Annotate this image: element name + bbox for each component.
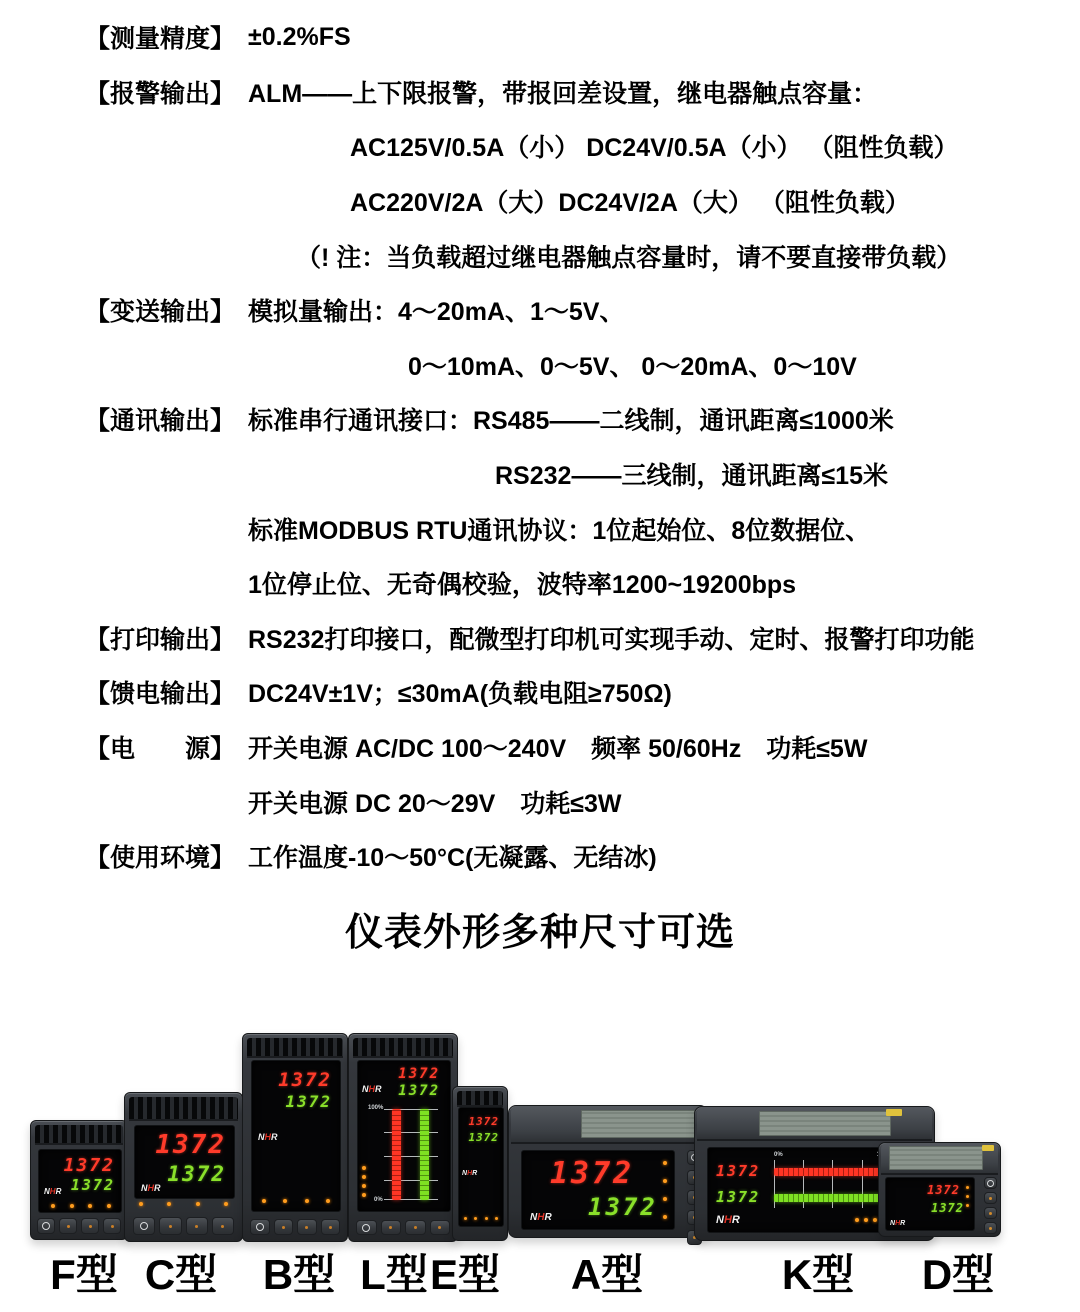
meter-button — [984, 1192, 997, 1204]
alarm-leds — [966, 1186, 969, 1207]
spec-label: 【测量精度】 — [85, 25, 236, 54]
meter-button — [59, 1218, 77, 1234]
meter-button — [984, 1177, 997, 1189]
meter-button — [356, 1220, 377, 1235]
led-dot — [88, 1204, 92, 1208]
meter-type-e — [452, 1086, 508, 1241]
spec-row — [85, 720, 1065, 775]
alarm-leds — [464, 1217, 498, 1220]
meter-type-a — [508, 1105, 708, 1238]
spec-text: AC220V/2A（大）DC24V/2A（大） （阻性负载） — [350, 189, 910, 218]
led-dot — [966, 1195, 969, 1198]
display-screen — [458, 1107, 504, 1227]
bargraph-red — [392, 1109, 401, 1200]
spec-text: 1位停止位、无奇偶校验，波特率1200~19200bps — [248, 571, 797, 600]
vent-grille — [457, 1091, 503, 1107]
meter-button — [186, 1217, 208, 1235]
sv-display: 1372 — [931, 1201, 964, 1215]
spec-row — [85, 774, 1065, 829]
led-dot — [663, 1197, 667, 1201]
spec-text: ±0.2%FS — [248, 22, 351, 51]
spec-row — [85, 665, 1065, 720]
led-dot — [262, 1199, 266, 1203]
display-screen — [521, 1150, 675, 1230]
spec-row — [85, 501, 1065, 556]
display-screen — [707, 1147, 899, 1233]
led-dot — [873, 1218, 877, 1222]
spec-text: ALM——上下限报警，带报回差设置，继电器触点容量： — [248, 79, 878, 108]
type-label-d: D型 — [921, 1251, 995, 1298]
spec-row — [85, 447, 1065, 502]
spec-text: AC125V/0.5A（小） DC24V/0.5A（小） （阻性负载） — [350, 134, 959, 163]
meter-type-d — [878, 1142, 1001, 1237]
led-dot — [966, 1204, 969, 1207]
type-label-k: K型 — [781, 1251, 855, 1298]
nhr-logo: NHR — [141, 1183, 161, 1193]
meter-button — [274, 1219, 294, 1235]
spec-row — [85, 174, 1065, 229]
type-label-a: A型 — [570, 1251, 644, 1298]
led-dot — [362, 1184, 366, 1188]
spec-label: 【电 源】 — [85, 735, 236, 764]
meter-button — [103, 1218, 121, 1234]
led-dot — [663, 1179, 667, 1183]
spec-label: 【报警输出】 — [85, 79, 236, 108]
type-label-l: L型 — [360, 1251, 428, 1298]
spec-text: 开关电源 AC/DC 100～240V 频率 50/60Hz 功耗≤5W — [248, 735, 868, 764]
spec-label: 【使用环境】 — [85, 844, 236, 873]
meter-button — [212, 1217, 234, 1235]
pv-display: 1372 — [550, 1156, 635, 1191]
led-dot — [464, 1217, 467, 1220]
sv-display: 1372 — [588, 1193, 658, 1221]
spec-row — [85, 228, 1065, 283]
spec-text: （! 注：当负载超过继电器触点容量时，请不要直接带负载） — [296, 243, 962, 272]
spec-text: 标准MODBUS RTU通讯协议：1位起始位、8位数据位、 — [248, 516, 871, 545]
display-screen — [38, 1149, 122, 1213]
sv-display: 1372 — [468, 1131, 499, 1144]
spec-text: RS232打印接口，配微型打印机可实现手动、定时、报警打印功能 — [248, 625, 975, 654]
spec-text: 标准串行通讯接口：RS485——二线制，通讯距离≤1000米 — [248, 407, 894, 436]
spec-row — [85, 556, 1065, 611]
button-row — [133, 1217, 234, 1235]
button-row — [250, 1219, 340, 1235]
nhr-logo: NHR — [258, 1132, 278, 1142]
pv-display: 1372 — [927, 1183, 960, 1197]
button-row — [356, 1220, 450, 1235]
pv-display: 1372 — [398, 1066, 440, 1082]
led-dot — [663, 1215, 667, 1219]
led-dot — [495, 1217, 498, 1220]
meter-type-b — [242, 1033, 348, 1242]
side-buttons — [984, 1177, 997, 1234]
top-housing — [697, 1107, 932, 1141]
led-dot — [139, 1202, 143, 1206]
display-screen — [134, 1125, 235, 1199]
label-plate — [581, 1110, 695, 1138]
led-dot — [70, 1204, 74, 1208]
meter-type-f — [30, 1120, 128, 1240]
meter-button — [321, 1219, 341, 1235]
spec-list — [85, 10, 1065, 884]
type-label-b: B型 — [262, 1251, 336, 1298]
spec-row — [85, 392, 1065, 447]
vent-grille — [353, 1038, 453, 1058]
nhr-logo: NHR — [462, 1170, 478, 1177]
pv-display: 1372 — [155, 1130, 226, 1160]
alarm-leds — [51, 1204, 111, 1208]
spec-row — [85, 283, 1065, 338]
scale-label-left: 0% — [774, 1152, 783, 1158]
vent-grille — [35, 1125, 123, 1145]
display-screen — [357, 1060, 451, 1212]
scale-label-bottom: 0% — [374, 1197, 383, 1203]
led-dot — [362, 1193, 366, 1197]
meter-button — [984, 1222, 997, 1234]
section-title: 仪表外形多种尺寸可选 — [344, 912, 735, 954]
pv-display: 1372 — [716, 1162, 761, 1180]
led-dot — [107, 1204, 111, 1208]
meter-type-l — [348, 1033, 458, 1242]
led-dot — [855, 1218, 859, 1222]
nhr-logo: NHR — [530, 1212, 552, 1223]
spec-row — [85, 119, 1065, 174]
led-dot — [663, 1161, 667, 1165]
spec-text: 0～10mA、0～5V、 0～20mA、0～10V — [408, 352, 857, 381]
led-dot — [224, 1202, 228, 1206]
led-dot — [362, 1175, 366, 1179]
bargraph-zone — [774, 1152, 892, 1208]
display-screen — [885, 1177, 975, 1231]
sv-display: 1372 — [70, 1176, 115, 1194]
spec-row — [85, 65, 1065, 120]
meter-type-c — [124, 1092, 243, 1242]
sv-display: 1372 — [167, 1162, 226, 1186]
meter-button — [250, 1219, 270, 1235]
bargraph-green — [420, 1109, 429, 1200]
yellow-sticker — [982, 1145, 994, 1151]
nhr-logo: NHR — [44, 1187, 62, 1196]
scale-label-top: 100% — [368, 1105, 384, 1111]
spec-label: 【馈电输出】 — [85, 680, 236, 709]
label-plate — [759, 1111, 891, 1136]
type-label-e: E型 — [429, 1251, 501, 1298]
spec-label: 【通讯输出】 — [85, 407, 236, 436]
meter-button — [984, 1207, 997, 1219]
meter-button — [37, 1218, 55, 1234]
meter-button — [297, 1219, 317, 1235]
spec-row — [85, 829, 1065, 884]
pv-display: 1372 — [278, 1069, 332, 1091]
button-row — [37, 1218, 121, 1234]
vent-grille — [247, 1038, 343, 1058]
spec-text: 模拟量输出：4～20mA、1～5V、 — [248, 298, 625, 327]
spec-row — [85, 611, 1065, 666]
led-dot — [474, 1217, 477, 1220]
top-housing — [881, 1143, 998, 1175]
meter-button — [133, 1217, 155, 1235]
led-dot — [326, 1199, 330, 1203]
yellow-sticker — [886, 1109, 902, 1116]
nhr-logo: NHR — [890, 1220, 906, 1227]
spec-text: 工作温度-10～50°C(无凝露、无结冰) — [248, 844, 657, 873]
vent-grille — [129, 1097, 238, 1121]
spec-label: 【打印输出】 — [85, 625, 236, 654]
meter-button — [81, 1218, 99, 1234]
led-dot — [966, 1186, 969, 1189]
spec-row — [85, 10, 1065, 65]
led-dot — [305, 1199, 309, 1203]
alarm-leds — [362, 1166, 366, 1197]
sv-display: 1372 — [398, 1083, 440, 1099]
meter-button — [381, 1220, 402, 1235]
pv-display: 1372 — [468, 1115, 499, 1128]
meter-button — [159, 1217, 181, 1235]
spec-text: DC24V±1V；≤30mA(负载电阻≥750Ω) — [248, 680, 672, 709]
sv-display: 1372 — [716, 1188, 761, 1206]
pv-display: 1372 — [63, 1155, 115, 1176]
top-housing — [511, 1106, 705, 1144]
meter-button — [405, 1220, 426, 1235]
type-label-c: C型 — [144, 1251, 218, 1298]
bargraph-red — [774, 1168, 892, 1176]
bargraph-zone — [368, 1105, 438, 1203]
alarm-leds — [663, 1161, 667, 1219]
spec-text: 开关电源 DC 20～29V 功耗≤3W — [248, 789, 622, 818]
sv-display: 1372 — [285, 1092, 332, 1111]
led-dot — [362, 1166, 366, 1170]
led-dot — [283, 1199, 287, 1203]
spec-row — [85, 338, 1065, 393]
meter-button — [430, 1220, 451, 1235]
spec-label: 【变送输出】 — [85, 298, 236, 327]
display-screen — [251, 1060, 341, 1212]
led-dot — [196, 1202, 200, 1206]
led-dot — [864, 1218, 868, 1222]
led-dot — [167, 1202, 171, 1206]
label-plate — [889, 1146, 983, 1170]
alarm-leds — [139, 1202, 228, 1206]
nhr-logo: NHR — [716, 1214, 740, 1226]
bargraph-green — [774, 1194, 886, 1202]
type-label-f: F型 — [50, 1251, 118, 1298]
led-dot — [485, 1217, 488, 1220]
alarm-leds — [262, 1199, 330, 1203]
led-dot — [51, 1204, 55, 1208]
spec-text: RS232——三线制，通讯距离≤15米 — [495, 462, 888, 491]
nhr-logo: NHR — [362, 1084, 382, 1094]
